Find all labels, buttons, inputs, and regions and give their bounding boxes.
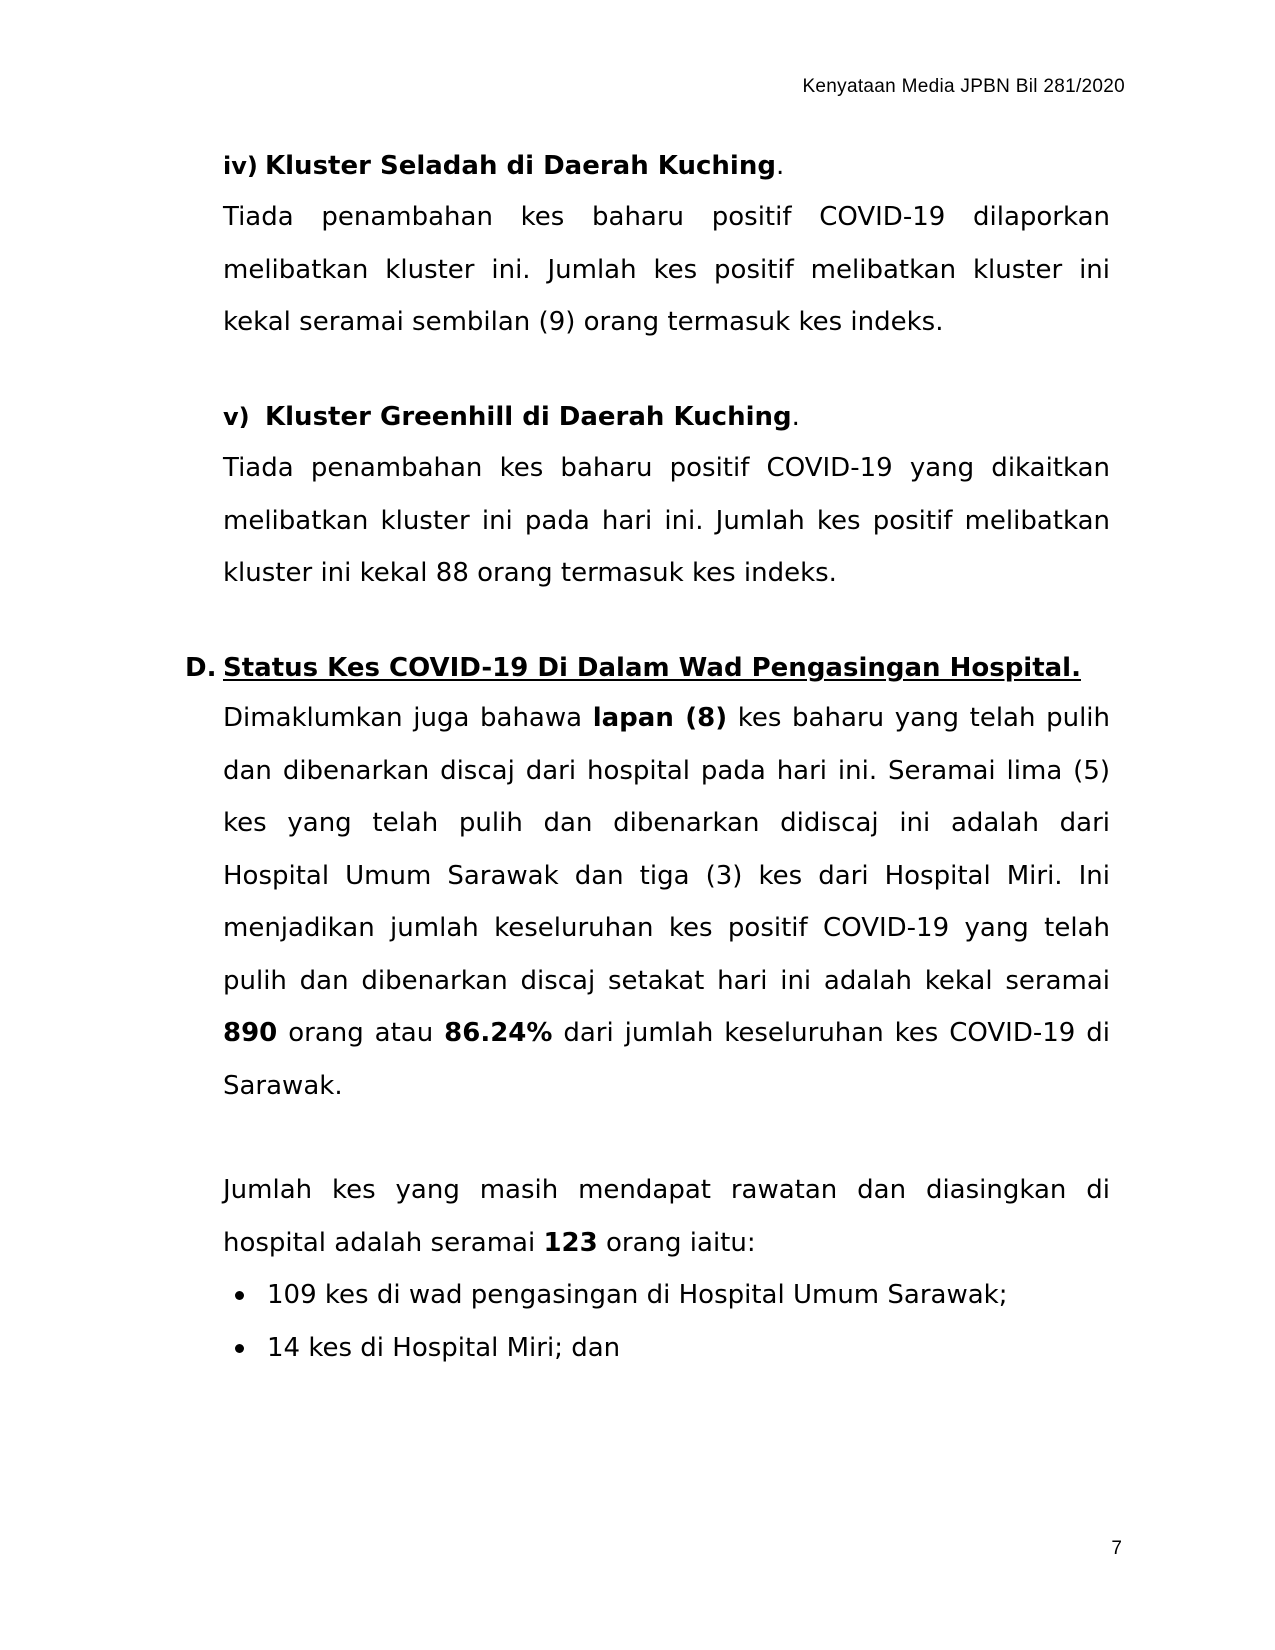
text-run: Jumlah kes yang masih mendapat rawatan dan diasingkan di hospital adalah seramai (223, 1175, 1110, 1258)
hospital-case-list (223, 1269, 1110, 1374)
page-header: Kenyataan Media JPBN Bil 281/2020 (802, 76, 1125, 97)
text-run: orang iaitu: (597, 1227, 756, 1258)
bold-recovered-percent: 86.24% (444, 1018, 553, 1048)
section-v-body: Tiada penambahan kes baharu positif COVID-19 yang dikaitkan melibatkan kluster ini pada hari ini. Jumlah kes positif melibatkan kluster ini kekal 88 orang termasuk kes indeks. (223, 453, 1110, 588)
section-iv-body: Tiada penambahan kes baharu positif COVID-19 dilaporkan melibatkan kluster ini. Jumlah kes positif melibatkan kluster ini kekal seramai sembilan (9) orang termasuk kes indeks. (223, 202, 1110, 337)
section-v-title: Kluster Greenhill di Daerah Kuching (265, 402, 792, 432)
list-item-text: 109 kes di wad pengasingan di Hospital Umum Sarawak; (267, 1280, 1008, 1310)
section-d-paragraph-2 (223, 1164, 1110, 1269)
text-run: orang atau (277, 1018, 445, 1048)
section-d-letter: D. (185, 653, 217, 683)
page-number: 7 (1111, 1538, 1122, 1559)
section-v-number: v) (223, 403, 250, 431)
section-d-body (223, 692, 1110, 1374)
list-item-text: 14 kes di Hospital Miri; dan (267, 1332, 621, 1363)
text-run: Dimaklumkan juga bahawa (223, 703, 593, 733)
section-iv-title-end: . (775, 151, 785, 181)
section-d-paragraph-1 (223, 692, 1110, 1112)
bold-recovered-new: lapan (8) (592, 703, 728, 733)
section-iv (223, 150, 1110, 349)
section-iv-title: Kluster Seladah di Daerah Kuching (265, 151, 776, 181)
list-item (223, 1322, 1110, 1375)
text-run: kes baharu yang telah pulih dan dibenarkan discaj dari hospital pada hari ini. Seramai lima (5) kes yang telah pulih dan dibenarkan didiscaj ini adalah dari Hospital Umum Sarawak dan tiga (3) kes dari Hospital Miri. Ini menjadikan jumlah keseluruhan kes positif COVID-19 yang telah pulih dan dibenarkan discaj setakat hari ini adalah kekal seramai (223, 703, 1111, 996)
section-v (223, 401, 1110, 600)
section-v-title-end: . (791, 402, 800, 432)
section-iv-heading (223, 150, 1110, 182)
text-run: dari jumlah keseluruhan kes COVID-19 di Sarawak. (223, 1018, 1110, 1101)
list-item (223, 1269, 1110, 1322)
bullet-icon (235, 1344, 244, 1353)
section-d-title: Status Kes COVID-19 Di Dalam Wad Pengasingan Hospital. (223, 653, 1081, 683)
bullet-icon (235, 1291, 244, 1300)
section-iv-number: iv) (223, 152, 258, 180)
bold-recovered-total: 890 (223, 1018, 278, 1048)
bold-active-cases: 123 (543, 1227, 598, 1258)
section-d-heading (185, 652, 1081, 684)
section-v-heading (223, 401, 1110, 433)
